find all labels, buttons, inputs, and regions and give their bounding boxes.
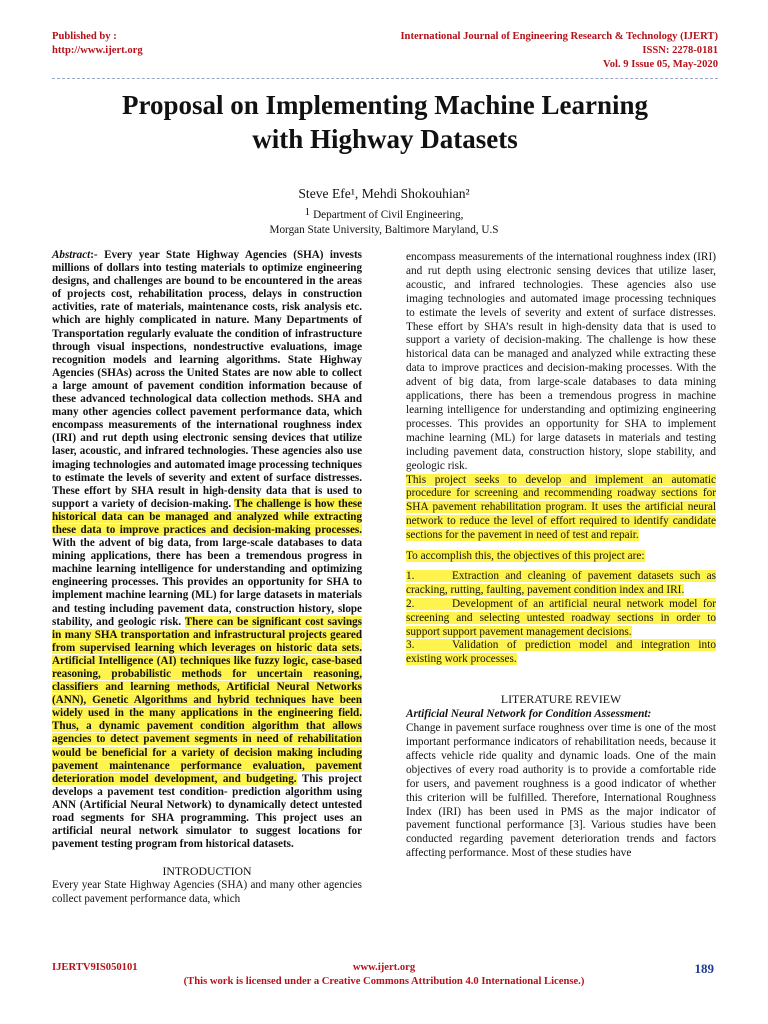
abstract-label: Abstract — [52, 249, 91, 261]
abstract-text-2: With the advent of big data, from large-scale databases to data mining applications, there has been a tremendous progress in machine learning intelligence for understanding and optimizing engineering processes. This provides an opportunity for SHA to implement machine learning (ML) for large datasets in materials and testing including pavement data, construction history, slope stability, and geologic risk. — [52, 537, 362, 628]
footer-site[interactable]: www.ijert.org — [352, 962, 416, 973]
journal-name: International Journal of Engineering Research & Technology (IJERT) — [400, 31, 718, 42]
volume-issue: Vol. 9 Issue 05, May-2020 — [603, 59, 718, 70]
affiliation-dept: Department of Civil Engineering, — [313, 209, 464, 221]
license-notice: (This work is licensed under a Creative Commons Attribution 4.0 International License.) — [183, 976, 585, 987]
title-line-2: with Highway Datasets — [252, 124, 518, 154]
header-right — [400, 30, 718, 72]
abstract-text-3: This project develops a pavement test condition- prediction algorithm using ANN (Artificial Neural Network) to dynamically detect untested road segments for SHA programming. This project uses an artificial neural network simulator to suggest locations for pavement testing program from historical datasets. — [52, 772, 362, 851]
objectives-intro: To accomplish this, the objectives of this project are: — [406, 550, 645, 563]
right-column — [406, 251, 716, 861]
page-number: 189 — [694, 961, 714, 976]
paper-title — [40, 88, 730, 156]
left-column — [52, 249, 362, 906]
publisher-label: Published by : — [52, 31, 117, 42]
introduction-heading: INTRODUCTION — [162, 864, 252, 879]
introduction-paragraph: Every year State Highway Agencies (SHA) and many other agencies collect pavement performance data, which — [52, 879, 362, 905]
authors: Steve Efe¹, Mehdi Shokouhian² — [298, 186, 470, 201]
literature-review-heading: LITERATURE REVIEW — [500, 692, 622, 707]
paper-id: IJERTV9IS050101 — [52, 962, 138, 973]
literature-subheading: Artificial Neural Network for Condition Assessment: — [406, 708, 652, 721]
affiliation — [0, 205, 768, 238]
publisher-url[interactable]: http://www.ijert.org — [52, 45, 143, 56]
objective-item-2: 2. Development of an artificial neural network model for screening and selecting untested roadway sections in order to support support pavement management decisions. — [406, 597, 716, 638]
project-aim-highlight: This project seeks to develop and implement an automatic procedure for screening and recommending roadway sections for SHA pavement rehabilitation program. It uses the artificial neural network to reduce the level of effort required to identify candidate sections for the pavement in need of test and repair. — [406, 473, 716, 542]
header-divider — [52, 78, 718, 79]
intro-continued-paragraph: encompass measurements of the international roughness index (IRI) and rut depth using electronic sensing devices that utilize laser, acoustic, and infrared technologies. These agencies also use imaging technologies and automated image processing techniques to estimate the levels of severity and extent of surface distresses. These effort by SHA’s result in high-density data that is used to support a variety of decision-making. The challenge is how these historical data can be managed and analyzed while extracting these data to improve practices and decision-making processes. With the advent of big data, from large-scale databases to data mining applications, there has been a tremendous progress in machine learning intelligence for understanding and optimizing engineering processes. This provides an opportunity for SHA to implement machine learning (ML) for large datasets in materials and testing including pavement data, construction history, slope stability, and geologic risk. — [406, 251, 716, 472]
abstract-highlight-1: The challenge is how these historical data can be managed and analyzed while extracting these data to improve practices and decision-making processes. — [52, 497, 362, 536]
objective-item-1: 1. Extraction and cleaning of pavement datasets such as cracking, rutting, faulting, pavement condition index and IRI. — [406, 569, 716, 596]
affiliation-marker: 1 — [304, 206, 311, 218]
objectives-list — [406, 570, 716, 667]
objective-item-3: 3. Validation of prediction model and integration into existing work processes. — [406, 639, 716, 666]
abstract-highlight-2: There can be significant cost savings in many SHA transportation and infrastructural projects geared from supervised learning which leverages on historic data sets. Artificial Intelligence (AI) techniques like fuzzy logic, case-based reasoning, probabilistic methods for uncertain reasoning, classifiers and learning methods, Artificial Neural Networks (ANN), Genetic Algorithms and hybrid techniques have been widely used in the many applications in the engineering field. Thus, a dynamic pavement condition algorithm that allows agencies to detect pavement segments in need of rehabilitation would be beneficial for a variety of decision making including pavement maintenance performance evaluation, pavement deterioration model development, and budgeting. — [52, 615, 363, 785]
abstract — [52, 249, 362, 851]
title-line-1: Proposal on Implementing Machine Learning — [121, 90, 649, 120]
affiliation-university: Morgan State University, Baltimore Maryland, U.S — [269, 224, 499, 236]
literature-paragraph: Change in pavement surface roughness over time is one of the most important performance indicators of rehabilitation needs, because it affects vehicle ride quality and dynamic loads. One of the main objectives of every road authority is to provide a comfortable ride for users, and pavement roughness is a good indicator of whether this criterion will be fulfilled. Therefore, International Roughness Index (IRI) has been used in PMS as the major indicator of pavement functional performance [3]. Various studies have been conducted regarding pavement deterioration trends and factors affecting performance. Most of these studies have — [406, 722, 716, 860]
issn: ISSN: 2278-0181 — [642, 45, 718, 56]
header-left — [52, 30, 143, 58]
abstract-text-1: :- Every year State Highway Agencies (SHA) invests millions of dollars into testing materials to optimize engineering designs, and challenges are bound to be encountered in the areas of projects cost, rehabilitation process, delays in construction activities, rate of materials, maintenance costs, risk analysis etc. which are highly complicated in nature. Many Departments of Transportation regularly evaluate the condition of infrastructure through visual inspections, nondestructive evaluations, image recognition models and learning algorithms. State Highway Agencies (SHAs) across the United States are now able to collect a large amount of pavement condition information because of these advanced technological data collection methods. SHA and many other agencies collect pavement performance data, which encompass measurements of the international roughness index (IRI) and rut depth using electronic sensing devices that utilize laser, acoustic, and infrared technologies. These agencies also use imaging technologies and automated image processing techniques to estimate the levels of severity and extent of surface distresses. These effort by SHA result in high-density data that is used to support a variety of decision-making. — [52, 249, 362, 510]
